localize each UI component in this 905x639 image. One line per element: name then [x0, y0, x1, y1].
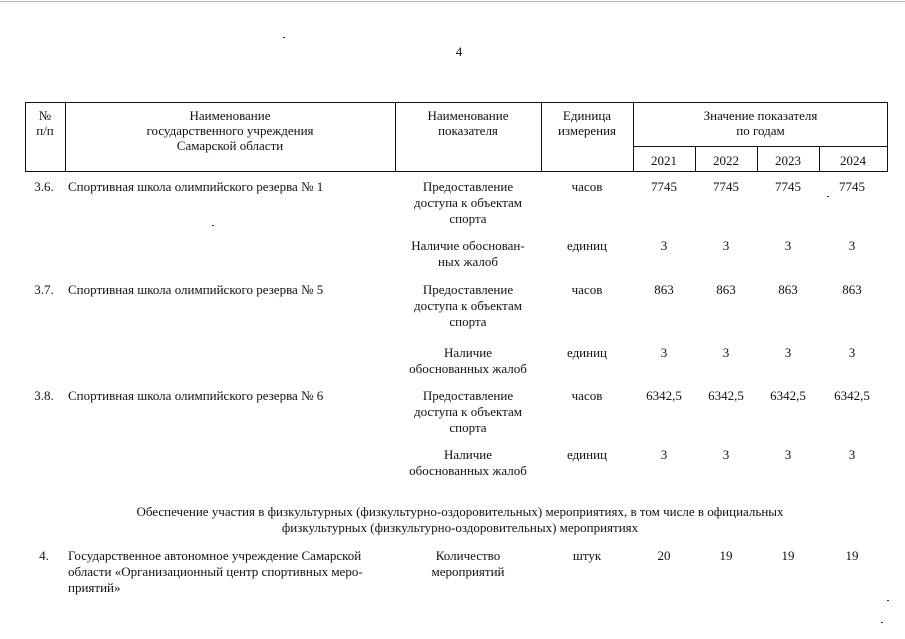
institution-name-line: области «Организационный центр спортивных меро-	[68, 564, 363, 579]
header-unit: Единица измерения	[557, 108, 617, 138]
header-year: 2022	[713, 153, 739, 168]
value-2024: 3	[848, 238, 856, 253]
value-2022: 7745	[713, 179, 739, 194]
page-number: 4	[455, 44, 463, 59]
value-2021: 20	[657, 548, 671, 563]
value-2024: 3	[848, 447, 856, 462]
header-top-border	[25, 102, 888, 103]
row-number: 3.6.	[34, 179, 54, 194]
header-year-divider	[633, 146, 888, 147]
value-2021: 3	[660, 447, 668, 462]
value-2021: 6342,5	[646, 388, 682, 403]
value-2022: 19	[719, 548, 733, 563]
institution-name: Спортивная школа олимпийского резерва № 6	[68, 388, 324, 403]
value-2021: 863	[654, 282, 674, 297]
unit: часов	[571, 388, 603, 403]
indicator-name: Наличие обоснованных жалоб	[409, 345, 527, 376]
unit: единиц	[566, 238, 608, 253]
header-num: № п/п	[36, 108, 54, 138]
scan-speck	[881, 622, 883, 623]
value-2024: 3	[848, 345, 856, 360]
value-2023: 863	[778, 282, 798, 297]
unit: часов	[571, 282, 603, 297]
header-year: 2023	[775, 153, 801, 168]
value-2023: 3	[784, 345, 792, 360]
unit: часов	[571, 179, 603, 194]
indicator-name: Наличие обоснованных жалоб	[409, 447, 527, 478]
value-2023: 19	[781, 548, 795, 563]
institution-name: Спортивная школа олимпийского резерва № 5	[68, 282, 324, 297]
value-2023: 7745	[775, 179, 801, 194]
institution-name: Спортивная школа олимпийского резерва № 1	[68, 179, 324, 194]
header-year: 2024	[840, 153, 866, 168]
value-2024: 7745	[839, 179, 865, 194]
unit: единиц	[566, 345, 608, 360]
value-2023: 3	[784, 447, 792, 462]
value-2022: 3	[722, 447, 730, 462]
scan-speck	[887, 600, 889, 601]
indicator-name: Наличие обоснован- ных жалоб	[411, 238, 525, 269]
institution-name-line: приятий»	[68, 580, 121, 595]
value-2022: 863	[716, 282, 736, 297]
indicator-name: Предоставление доступа к объектам спорта	[413, 282, 523, 329]
value-2022: 3	[722, 238, 730, 253]
row-number: 3.8.	[34, 388, 54, 403]
scan-speck	[827, 196, 829, 197]
page-top-edge	[0, 1, 905, 2]
value-2022: 6342,5	[708, 388, 744, 403]
row-number: 4.	[39, 548, 49, 563]
value-2021: 3	[660, 238, 668, 253]
value-2022: 3	[722, 345, 730, 360]
indicator-name: Предоставление доступа к объектам спорта	[413, 179, 523, 226]
table-header	[25, 102, 888, 172]
header-indicator: Наименование показателя	[427, 108, 509, 138]
value-2024: 863	[842, 282, 862, 297]
value-2023: 6342,5	[770, 388, 806, 403]
header-year: 2021	[651, 153, 677, 168]
institution-name-line: Государственное автономное учреждение Самарской	[68, 548, 362, 563]
header-institution: Наименование государственного учреждения Самарской области	[146, 108, 314, 153]
header-values: Значение показателя по годам	[703, 108, 818, 138]
value-2024: 6342,5	[834, 388, 870, 403]
unit: штук	[572, 548, 602, 563]
section-title: Обеспечение участия в физкультурных (физкультурно-оздоровительных) мероприятиях, в том числе в официальных физкультурных (физкультурно-оздоровительных) мероприятиях	[136, 504, 784, 535]
indicator-name: Предоставление доступа к объектам спорта	[413, 388, 523, 435]
unit: единиц	[566, 447, 608, 462]
scan-speck	[212, 225, 214, 226]
scan-speck	[283, 37, 285, 38]
value-2024: 19	[845, 548, 859, 563]
value-2023: 3	[784, 238, 792, 253]
indicator-name: Количество мероприятий	[431, 548, 505, 579]
value-2021: 7745	[651, 179, 677, 194]
value-2021: 3	[660, 345, 668, 360]
row-number: 3.7.	[34, 282, 54, 297]
header-bottom-border	[25, 171, 888, 172]
